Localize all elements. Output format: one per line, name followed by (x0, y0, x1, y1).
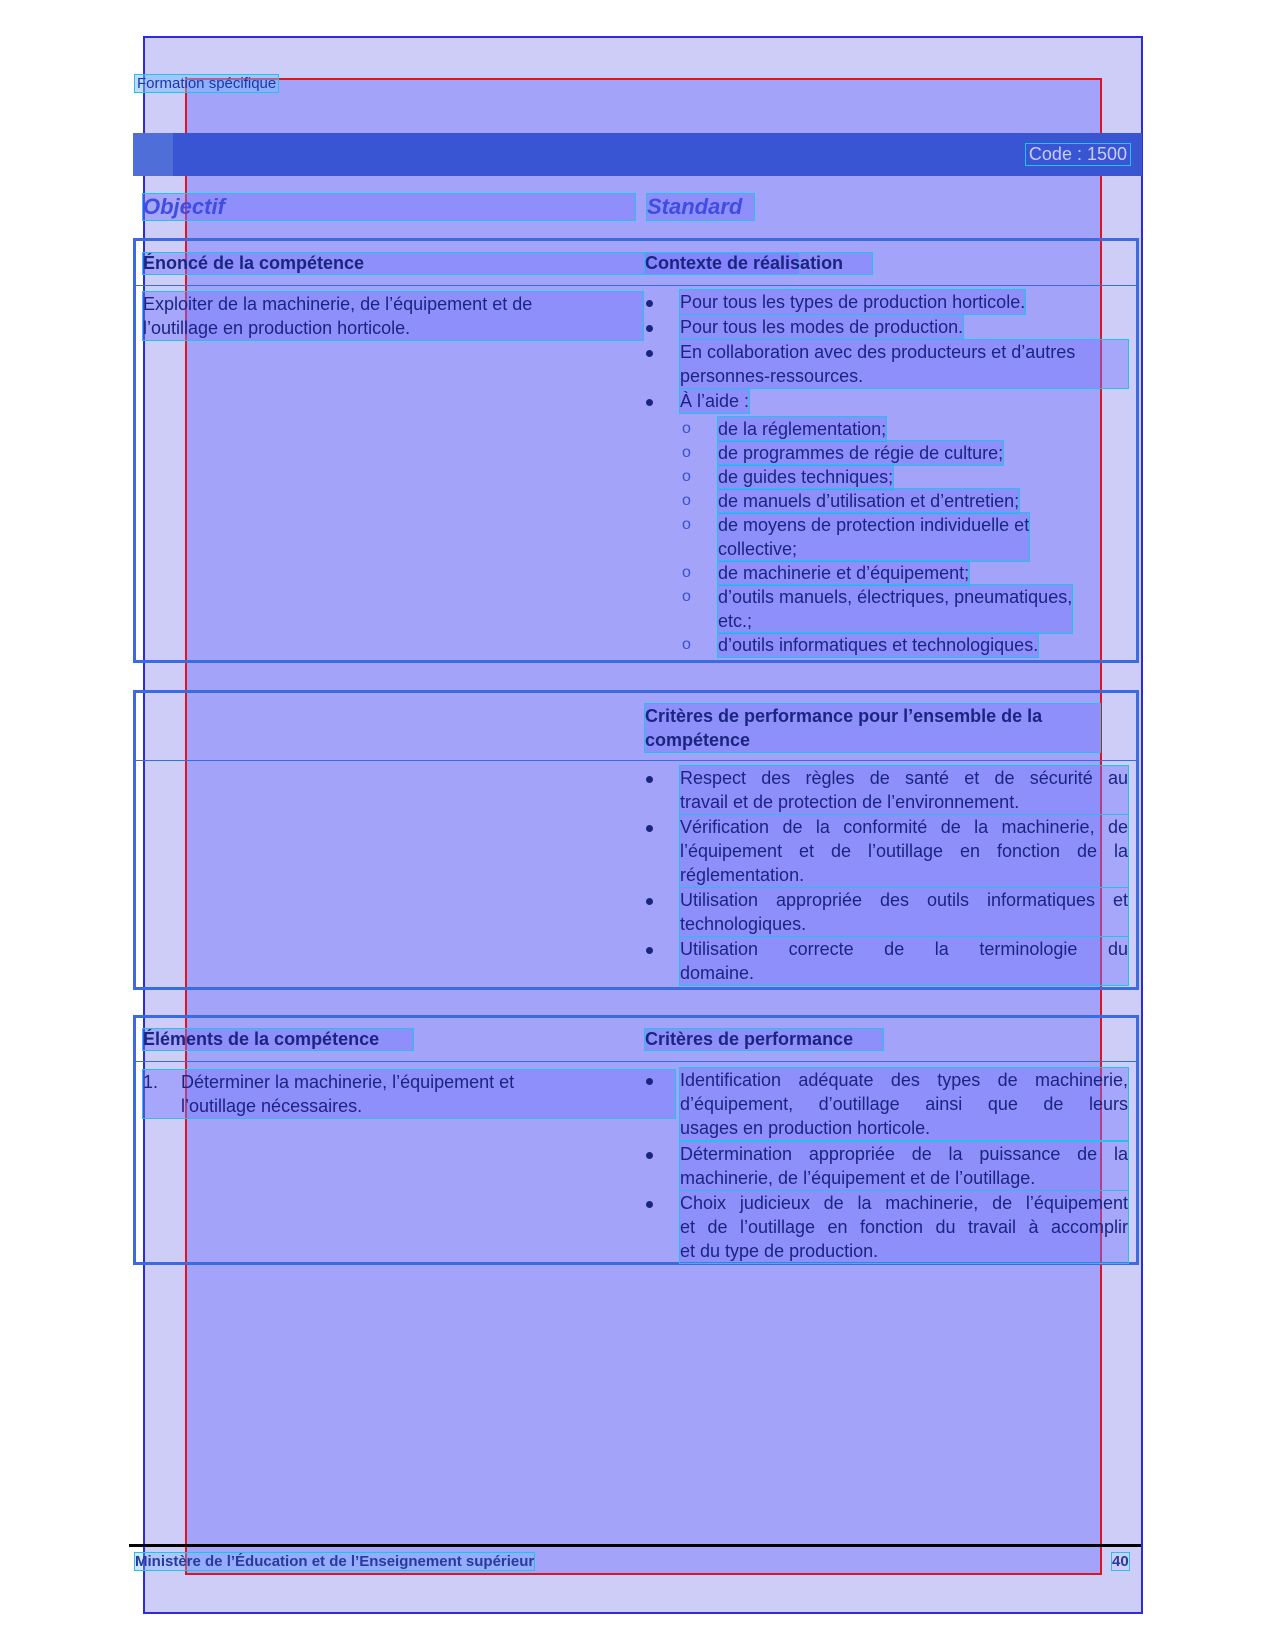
context-item (680, 290, 1025, 314)
performance-heading: Critères de performance (645, 1029, 883, 1050)
criterion-line: et de l’outillage en fonction du travail à accomplir (680, 1217, 1128, 1237)
aid-item (718, 633, 1038, 657)
aid-item (718, 441, 1003, 465)
header-rule (136, 285, 1136, 286)
overall-criteria-heading (645, 704, 1100, 752)
context-heading: Contexte de réalisation (645, 253, 872, 274)
overall-criterion (680, 766, 1128, 814)
bullet-icon (643, 320, 665, 338)
criterion-line: l’équipement et de l’outillage en fonction de la (680, 841, 1128, 861)
sub-bullet-icon: o (682, 588, 691, 605)
criterion-line: domaine. (680, 963, 755, 983)
performance-criterion (680, 1068, 1128, 1140)
sub-bullet-icon: o (682, 444, 691, 461)
criterion-line: Utilisation correcte de la terminologie du (680, 939, 1128, 959)
overall-criterion (680, 815, 1128, 887)
criterion-line: Utilisation appropriée des outils informatiques et (680, 890, 1128, 910)
element-line: Déterminer la machinerie, l’équipement et (181, 1072, 515, 1092)
competency-element (143, 1070, 675, 1118)
competency-code: Code : 1500 (1026, 144, 1130, 165)
section-label: Formation spécifique (137, 75, 277, 92)
bullet-icon (643, 1073, 665, 1091)
context-item (680, 340, 1128, 388)
bullet-icon (643, 1147, 665, 1165)
aid-line: de manuels d’utilisation et d’entretien; (718, 491, 1020, 511)
footer-rule (129, 1544, 1141, 1547)
header-rule (136, 1061, 1136, 1062)
aid-line: d’outils manuels, électriques, pneumatiques, (718, 587, 1073, 607)
criterion-line: Détermination appropriée de la puissance de la (680, 1144, 1128, 1164)
bullet-icon (643, 1196, 665, 1214)
context-line: Pour tous les modes de production. (680, 317, 964, 337)
objective-heading-text: Objectif (143, 194, 225, 219)
criterion-line: machinerie, de l’équipement et de l’outillage. (680, 1168, 1036, 1188)
competency-statement (143, 292, 643, 340)
criterion-line: d’équipement, d’outillage ainsi que de leurs (680, 1094, 1128, 1114)
criterion-line: réglementation. (680, 865, 805, 885)
criterion-line: Identification adéquate des types de machinerie, (680, 1070, 1128, 1090)
performance-criterion (680, 1191, 1128, 1263)
bullet-icon (643, 345, 665, 363)
heading-line: Critères de performance pour l’ensemble de la (645, 706, 1043, 726)
page-number: 40 (1112, 1553, 1129, 1570)
context-line: À l’aide : (680, 391, 750, 411)
aid-item (718, 561, 969, 585)
sub-bullet-icon: o (682, 636, 691, 653)
context-item (680, 389, 749, 413)
aid-line: de la réglementation; (718, 419, 887, 439)
context-line: personnes-ressources. (680, 366, 864, 386)
criterion-line: Choix judicieux de la machinerie, de l’équipement (680, 1193, 1128, 1213)
sub-bullet-icon: o (682, 564, 691, 581)
sub-bullet-icon: o (682, 420, 691, 437)
criterion-line: usages en production horticole. (680, 1118, 931, 1138)
heading-line: compétence (645, 730, 751, 750)
performance-criterion (680, 1142, 1128, 1190)
code-band-accent (133, 133, 173, 176)
criterion-line: Respect des règles de santé et de sécurité au (680, 768, 1128, 788)
statement-heading: Énoncé de la compétence (143, 253, 798, 274)
aid-item (718, 489, 1019, 513)
statement-line: Exploiter de la machinerie, de l’équipement et de (143, 294, 533, 314)
criterion-line: et du type de production. (680, 1241, 879, 1261)
bullet-icon (643, 394, 665, 412)
aid-line: d’outils informatiques et technologiques. (718, 635, 1039, 655)
element-line: l’outillage nécessaires. (181, 1096, 363, 1116)
context-item (680, 315, 963, 339)
overall-criterion (680, 937, 1128, 985)
bullet-icon (643, 820, 665, 838)
element-number: 1. (143, 1072, 159, 1092)
bullet-icon (643, 295, 665, 313)
context-line: En collaboration avec des producteurs et d’autres (680, 342, 1076, 362)
aid-item (718, 513, 1029, 561)
sub-bullet-icon: o (682, 516, 691, 533)
bullet-icon (643, 893, 665, 911)
standard-heading-text: Standard (647, 194, 743, 219)
aid-line: collective; (718, 539, 798, 559)
context-line: Pour tous les types de production horticole. (680, 292, 1026, 312)
aid-line: de moyens de protection individuelle et (718, 515, 1030, 535)
criterion-line: Vérification de la conformité de la machinerie, de (680, 817, 1128, 837)
aid-item (718, 585, 1072, 633)
aid-line: de machinerie et d’équipement; (718, 563, 970, 583)
sub-bullet-icon: o (682, 468, 691, 485)
bullet-icon (643, 771, 665, 789)
objective-heading (143, 194, 635, 220)
aid-line: de guides techniques; (718, 467, 894, 487)
aid-item (718, 417, 886, 441)
criterion-line: travail et de protection de l’environnement. (680, 792, 1020, 812)
bullet-icon (643, 942, 665, 960)
aid-line: de programmes de régie de culture; (718, 443, 1004, 463)
aid-line: etc.; (718, 611, 753, 631)
standard-heading (647, 194, 754, 220)
statement-line: l’outillage en production horticole. (143, 318, 411, 338)
aid-item (718, 465, 893, 489)
header-rule (136, 760, 1136, 761)
criterion-line: technologiques. (680, 914, 807, 934)
sub-bullet-icon: o (682, 492, 691, 509)
code-band (133, 133, 1142, 176)
footer-ministry: Ministère de l’Éducation et de l’Enseignement supérieur (135, 1553, 535, 1570)
overall-criterion (680, 888, 1128, 936)
elements-heading: Éléments de la compétence (143, 1029, 413, 1050)
